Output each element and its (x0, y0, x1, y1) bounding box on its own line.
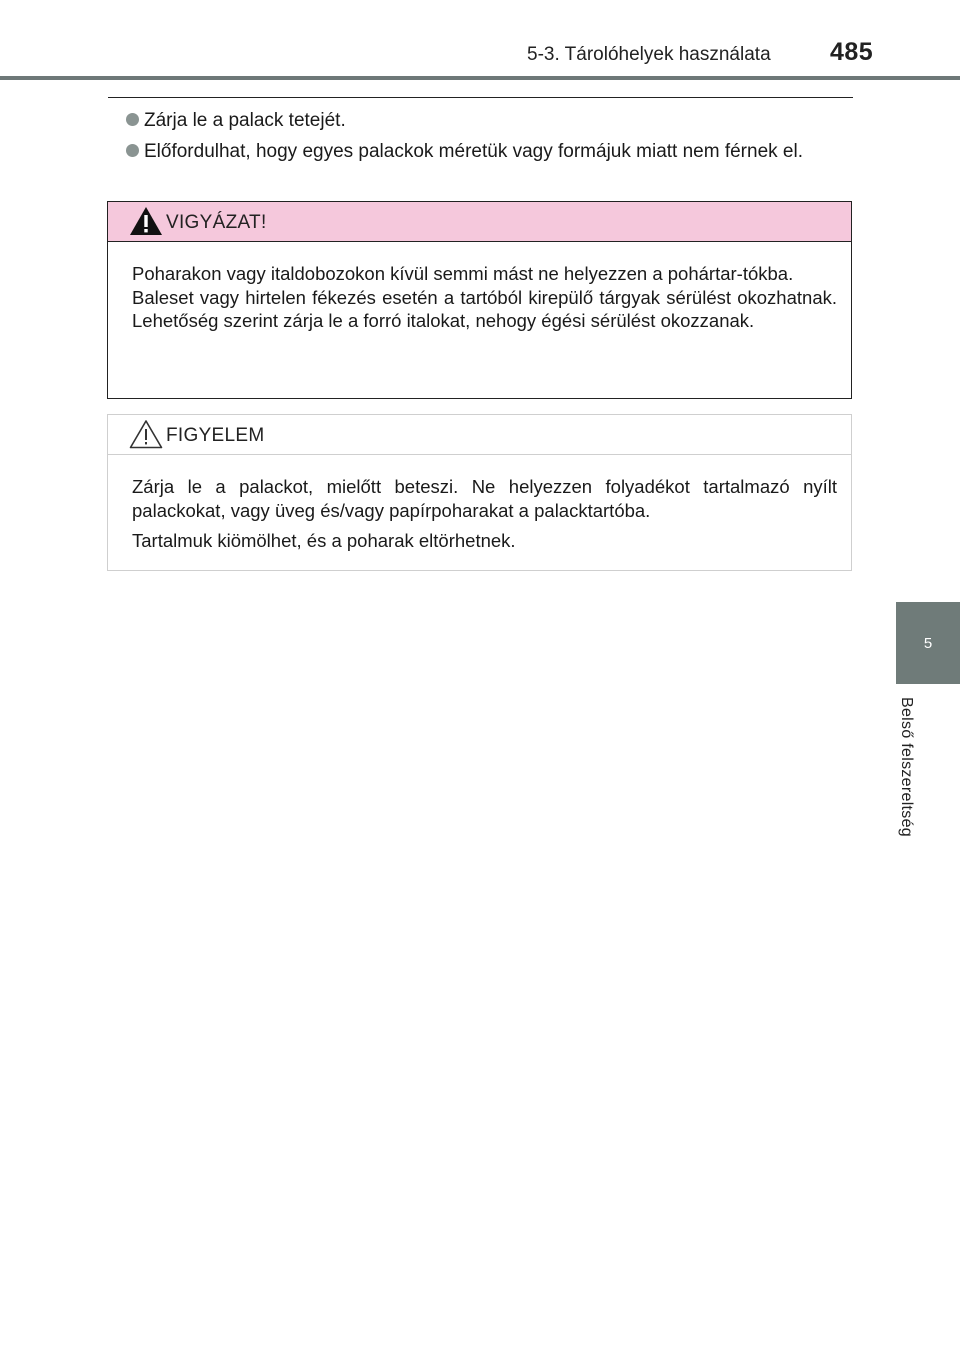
notice-box (107, 414, 852, 571)
page-number: 485 (830, 38, 874, 66)
chapter-label: Belső felszereltség (898, 697, 915, 837)
caution-header (108, 202, 851, 242)
caution-paragraph: Baleset vagy hirtelen fékezés esetén a tartóból kirepülő tárgyak sérülést okozhatnak. Lehetőség szerint zárja le a forró italokat, nehogy égési sérülést okozzanak. (132, 286, 837, 331)
notice-body (108, 455, 851, 553)
chapter-tab (896, 602, 960, 684)
chapter-number: 5 (923, 634, 933, 652)
bullet-item (126, 139, 853, 164)
caution-label: VIGYÁZAT! (166, 212, 267, 233)
bullet-dot-icon (126, 144, 139, 157)
warning-triangle-outline-icon (129, 419, 163, 449)
notice-header (108, 415, 851, 455)
notice-paragraph: Zárja le a palackot, mielőtt beteszi. Ne helyezzen folyadékot tartalmazó nyílt palackokat, vagy üveg és/vagy papírpoharakat a palacktartóba. (132, 476, 837, 521)
caution-paragraph: Poharakon vagy italdobozokon kívül semmi mást ne helyezzen a pohártar-tókba. (132, 263, 794, 284)
header-section-title: 5-3. Tárolóhelyek használata (527, 44, 771, 65)
bullet-text: Előfordulhat, hogy egyes palackok méretük vagy formájuk miatt nem férnek el. (144, 141, 803, 162)
bullet-item (126, 108, 853, 133)
bullet-text: Zárja le a palack tetejét. (144, 110, 346, 131)
caution-body (108, 242, 851, 333)
header-rule (0, 76, 960, 80)
warning-triangle-filled-icon (129, 206, 163, 236)
caution-box (107, 201, 852, 399)
bullet-dot-icon (126, 113, 139, 126)
notice-paragraph: Tartalmuk kiömölhet, és a poharak eltörhetnek. (132, 530, 516, 551)
notice-label: FIGYELEM (166, 425, 265, 446)
content-top-rule (108, 97, 853, 98)
